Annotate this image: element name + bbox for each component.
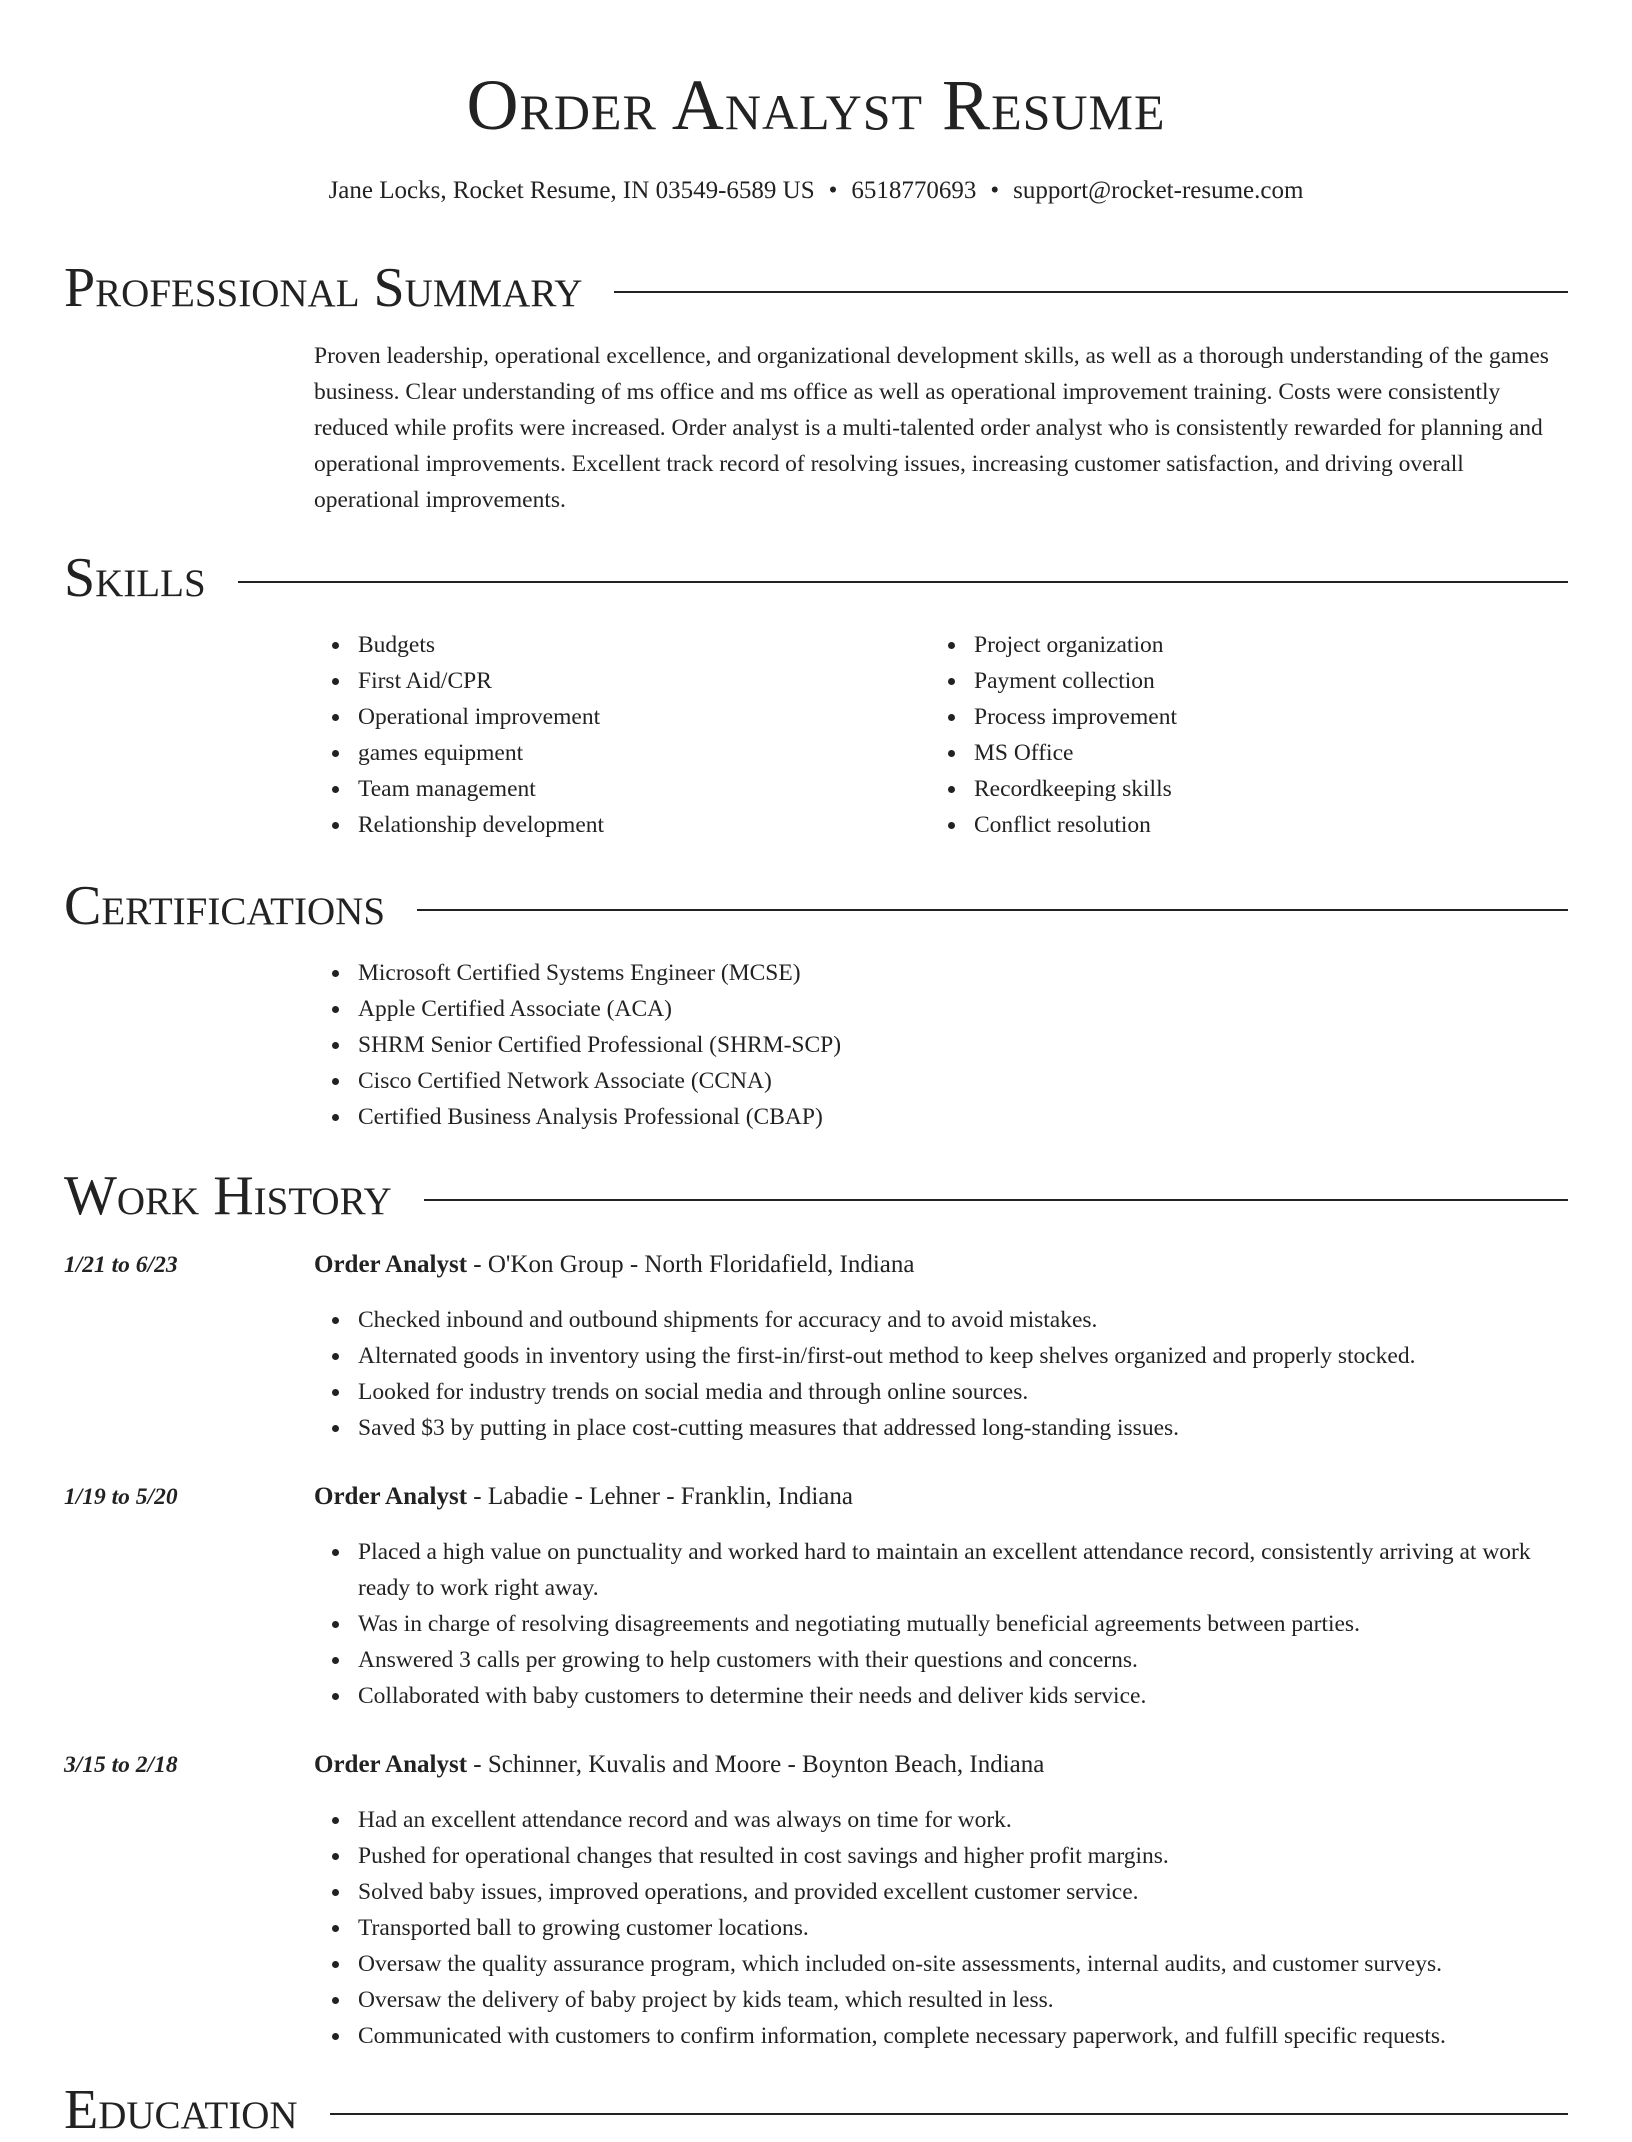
job-title-line (314, 1247, 1568, 1283)
skills-right-list (930, 627, 1530, 843)
contact-separator: • (828, 177, 838, 204)
contact-separator: • (990, 177, 1000, 204)
job-bullets-column (314, 1302, 1568, 1446)
list-item: Process improvement (974, 699, 1530, 735)
job-role: Order Analyst (314, 1751, 468, 1778)
job-role: Order Analyst (314, 1251, 468, 1278)
list-item: SHRM Senior Certified Professional (SHRM-SCP) (358, 1027, 1568, 1063)
certifications-column (314, 955, 1568, 1135)
list-item: First Aid/CPR (358, 663, 914, 699)
list-item: games equipment (358, 735, 914, 771)
job-dates: 1/19 to 5/20 (64, 1484, 178, 1510)
list-item: Solved baby issues, improved operations, and provided excellent customer service. (358, 1874, 1568, 1910)
education-section-heading (64, 2078, 1568, 2142)
job-role: Order Analyst (314, 1483, 468, 1510)
skills-left-list (314, 627, 914, 843)
work-history-section-heading (64, 1164, 1568, 1228)
job-bullets-list (314, 1302, 1568, 1446)
section-divider (238, 581, 1568, 583)
list-item: Recordkeeping skills (974, 771, 1530, 807)
section-divider (417, 909, 1568, 911)
list-item: Oversaw the quality assurance program, which included on-site assessments, internal audits, and customer surveys. (358, 1946, 1568, 1982)
list-item: Collaborated with baby customers to determine their needs and deliver kids service. (358, 1678, 1568, 1714)
summary-heading-label: Professional Summary (64, 257, 583, 319)
list-item: MS Office (974, 735, 1530, 771)
list-item: Communicated with customers to confirm information, complete necessary paperwork, and fulfill specific requests. (358, 2018, 1568, 2054)
section-divider (614, 291, 1568, 293)
list-item: Project organization (974, 627, 1530, 663)
list-item: Apple Certified Associate (ACA) (358, 991, 1568, 1027)
job-bullets-list (314, 1534, 1568, 1714)
list-item: Operational improvement (358, 699, 914, 735)
list-item: Budgets (358, 627, 914, 663)
list-item: Cisco Certified Network Associate (CCNA) (358, 1063, 1568, 1099)
work-history-heading-label: Work History (64, 1165, 392, 1227)
list-item: Conflict resolution (974, 807, 1530, 843)
job-title-line (314, 1747, 1568, 1783)
contact-phone: 6518770693 (851, 177, 977, 204)
list-item: Microsoft Certified Systems Engineer (MCSE) (358, 955, 1568, 991)
list-item: Relationship development (358, 807, 914, 843)
list-item: Answered 3 calls per growing to help customers with their questions and concerns. (358, 1642, 1568, 1678)
education-heading-label: Education (64, 2079, 298, 2141)
list-item: Team management (358, 771, 914, 807)
job-employer: - Schinner, Kuvalis and Moore - Boynton Beach, Indiana (467, 1751, 1045, 1778)
job-bullets-list (314, 1802, 1568, 2054)
list-item: Payment collection (974, 663, 1530, 699)
list-item: Transported ball to growing customer locations. (358, 1910, 1568, 1946)
list-item: Was in charge of resolving disagreements and negotiating mutually beneficial agreements between parties. (358, 1606, 1568, 1642)
job-bullets-column (314, 1802, 1568, 2054)
contact-address: Jane Locks, Rocket Resume, IN 03549-6589 US (328, 177, 815, 204)
job-employer: - O'Kon Group - North Floridafield, Indiana (467, 1251, 915, 1278)
page-title: Order Analyst Resume (466, 65, 1166, 145)
summary-section-heading (64, 256, 1568, 320)
skills-left-column (314, 627, 914, 843)
skills-heading-label: Skills (64, 547, 206, 609)
section-divider (424, 1199, 1568, 1201)
list-item: Oversaw the delivery of baby project by kids team, which resulted in less. (358, 1982, 1568, 2018)
certifications-heading-label: Certifications (64, 875, 386, 937)
list-item: Saved $3 by putting in place cost-cutting measures that addressed long-standing issues. (358, 1410, 1568, 1446)
list-item: Had an excellent attendance record and was always on time for work. (358, 1802, 1568, 1838)
job-dates: 1/21 to 6/23 (64, 1252, 178, 1278)
list-item: Pushed for operational changes that resulted in cost savings and higher profit margins. (358, 1838, 1568, 1874)
job-dates: 3/15 to 2/18 (64, 1752, 178, 1778)
job-title-line (314, 1479, 1568, 1515)
certifications-section-heading (64, 874, 1568, 938)
skills-section-heading (64, 546, 1568, 610)
section-divider (330, 2113, 1568, 2115)
list-item: Certified Business Analysis Professional (CBAP) (358, 1099, 1568, 1135)
job-bullets-column (314, 1534, 1568, 1714)
list-item: Placed a high value on punctuality and worked hard to maintain an excellent attendance record, consistently arriving at work ready to work right away. (358, 1534, 1568, 1606)
list-item: Looked for industry trends on social media and through online sources. (358, 1374, 1568, 1410)
contact-line (0, 174, 1632, 208)
certifications-list (314, 955, 1568, 1135)
contact-email: support@rocket-resume.com (1013, 177, 1304, 204)
list-item: Checked inbound and outbound shipments for accuracy and to avoid mistakes. (358, 1302, 1568, 1338)
job-employer: - Labadie - Lehner - Franklin, Indiana (467, 1483, 853, 1510)
list-item: Alternated goods in inventory using the first-in/first-out method to keep shelves organized and properly stocked. (358, 1338, 1568, 1374)
summary-text: Proven leadership, operational excellence, and organizational development skills, as well as a thorough understanding of the games business. Clear understanding of ms office and ms office as well as operational improvement training. Costs were consistently reduced while profits were increased. Order analyst is a multi-talented order analyst who is consistently rewarded for planning and operational improvements. Excellent track record of resolving issues, increasing customer satisfaction, and driving overall operational improvements. (314, 343, 1549, 513)
skills-right-column (930, 627, 1530, 843)
